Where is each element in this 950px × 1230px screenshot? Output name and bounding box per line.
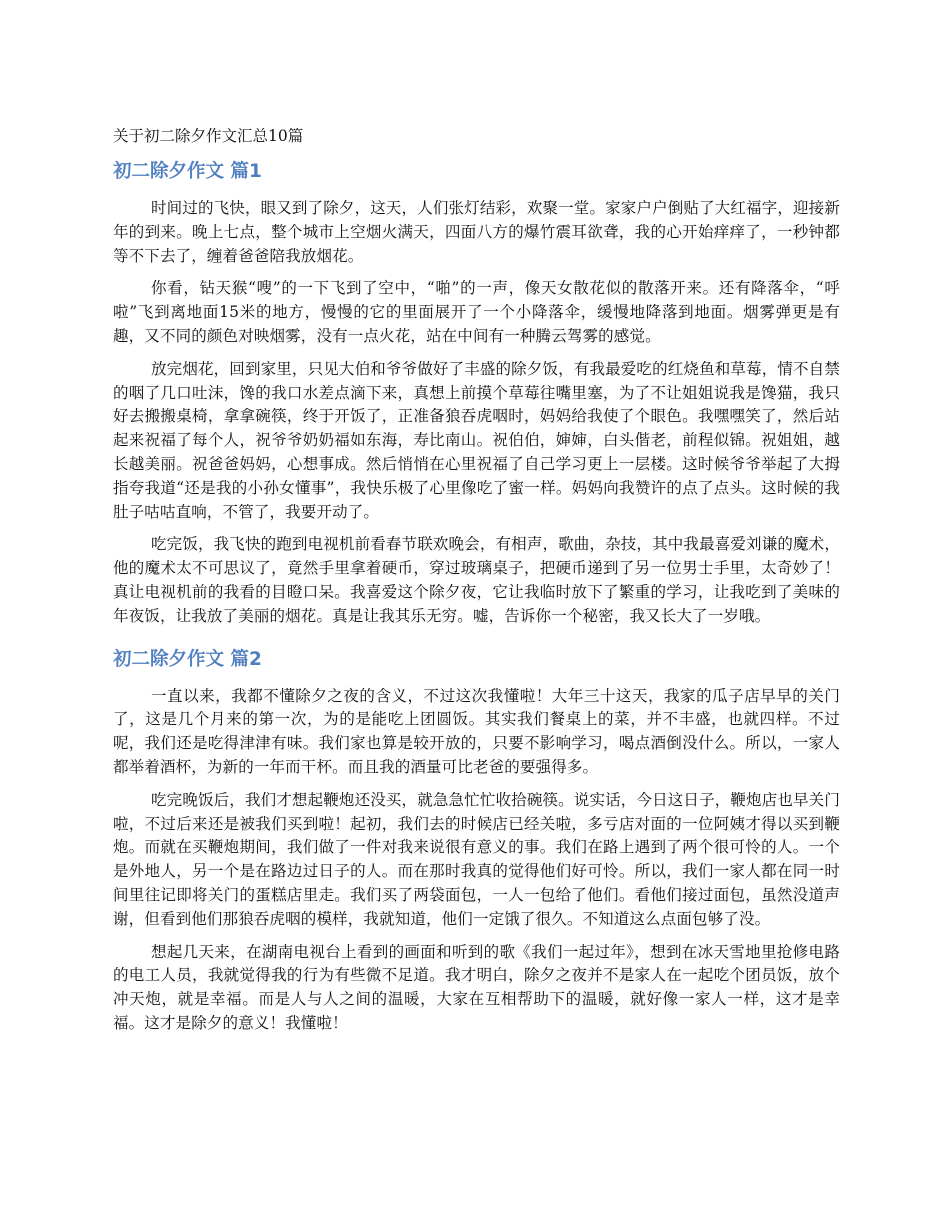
paragraph: 时间过的飞快，眼又到了除夕，这天，人们张灯结彩，欢聚一堂。家家户户倒贴了大红福字，迎接新年的到来。晚上七点，整个城市上空烟火满天，四面八方的爆竹震耳欲聋，我的心开始痒痒了，一秒钟都等不下去了，缠着爸爸陪我放烟花。 — [113, 199, 840, 265]
paragraph: 吃完饭，我飞快的跑到电视机前看春节联欢晚会，有相声，歌曲，杂技，其中我最喜爱刘谦的魔术，他的魔术太不可思议了，竟然手里拿着硬币，穿过玻璃桌子，把硬币递到了另一位男士手里，太奇妙了！真让电视机前的我看的目瞪口呆。我喜爱这个除夕夜，它让我临时放下了繁重的学习，让我吃到了美味的年夜饭，让我放了美丽的烟花。真是让我其乐无穷。嘘，告诉你一个秘密，我又长大了一岁哦。 — [113, 535, 840, 625]
document-page — [113, 122, 840, 1045]
section-2 — [113, 646, 840, 1036]
paragraph: 吃完晚饭后，我们才想起鞭炮还没买，就急急忙忙收拾碗筷。说实话，今日这日子，鞭炮店也早关门啦，不过后来还是被我们买到啦！起初，我们去的时候店已经关啦，多亏店对面的一位阿姨才得以买到鞭炮。而就在买鞭炮期间，我们做了一件对我来说很有意义的事。我们在路上遇到了两个很可怜的人。一个是外地人，另一个是在路边过日子的人。而在那时我真的觉得他们好可怜。所以，我们一家人都在同一时间里往记即将关门的蛋糕店里走。我们买了两袋面包，一人一包给了他们。看他们接过面包，虽然没道声谢，但看到他们那狼吞虎咽的模样，我就知道，他们一定饿了很久。不知道这么点面包够了没。 — [113, 790, 840, 928]
paragraph: 你看，钻天猴“嗖”的一下飞到了空中，“啪”的一声，像天女散花似的散落开来。还有降落伞，“呼啦”飞到离地面15米的地方，慢慢的它的里面展开了一个小降落伞，缓慢地降落到地面。烟雾弹更是有趣，又不同的颜色对映烟雾，没有一点火花，站在中间有一种腾云驾雾的感觉。 — [113, 279, 840, 345]
document-title: 关于初二除夕作文汇总10篇 — [113, 127, 304, 145]
paragraph: 想起几天来，在湖南电视台上看到的画面和听到的歌《我们一起过年》，想到在冰天雪地里抢修电路的电工人员，我就觉得我的行为有些微不足道。我才明白，除夕之夜并不是家人在一起吃个团员饭，放个冲天炮，就是幸福。而是人与人之间的温暖，大家在互相帮助下的温暖，就好像一家人一样，这才是幸福。这才是除夕的意义！我懂啦！ — [113, 942, 840, 1032]
section-heading: 初二除夕作文 篇1 — [113, 161, 262, 182]
paragraph: 一直以来，我都不懂除夕之夜的含义，不过这次我懂啦！大年三十这天，我家的瓜子店早早的关门了，这是几个月来的第一次，为的是能吃上团圆饭。其实我们餐桌上的菜，并不丰盛，也就四样。不过呢，我们还是吃得津津有味。我们家也算是较开放的，只要不影响学习，喝点酒倒没什么。所以，一家人都举着酒杯，为新的一年而干杯。而且我的酒量可比老爸的要强得多。 — [113, 686, 840, 776]
section-spacer — [113, 638, 840, 646]
section-1 — [113, 158, 840, 629]
paragraph: 放完烟花，回到家里，只见大伯和爷爷做好了丰盛的除夕饭，有我最爱吃的红烧鱼和草莓，情不自禁的咽了几口吐沫，馋的我口水差点滴下来，真想上前摸个草莓往嘴里塞，为了不让姐姐说我是馋猫，我只好去搬搬桌椅，拿拿碗筷，终于开饭了，正准备狼吞虎咽时，妈妈给我使了个眼色。我嘿嘿笑了，然后站起来祝福了每个人，祝爷爷奶奶福如东海，寿比南山。祝伯伯，婶婶，白头偕老，前程似锦。祝姐姐，越长越美丽。祝爸爸妈妈，心想事成。然后悄悄在心里祝福了自己学习更上一层楼。这时候爷爷举起了大拇指夸我道“还是我的小孙女懂事”，我快乐极了心里像吃了蜜一样。妈妈向我赞许的点了点头。这时候的我肚子咕咕直响，不管了，我要开动了。 — [113, 359, 840, 521]
section-heading: 初二除夕作文 篇2 — [113, 648, 262, 670]
